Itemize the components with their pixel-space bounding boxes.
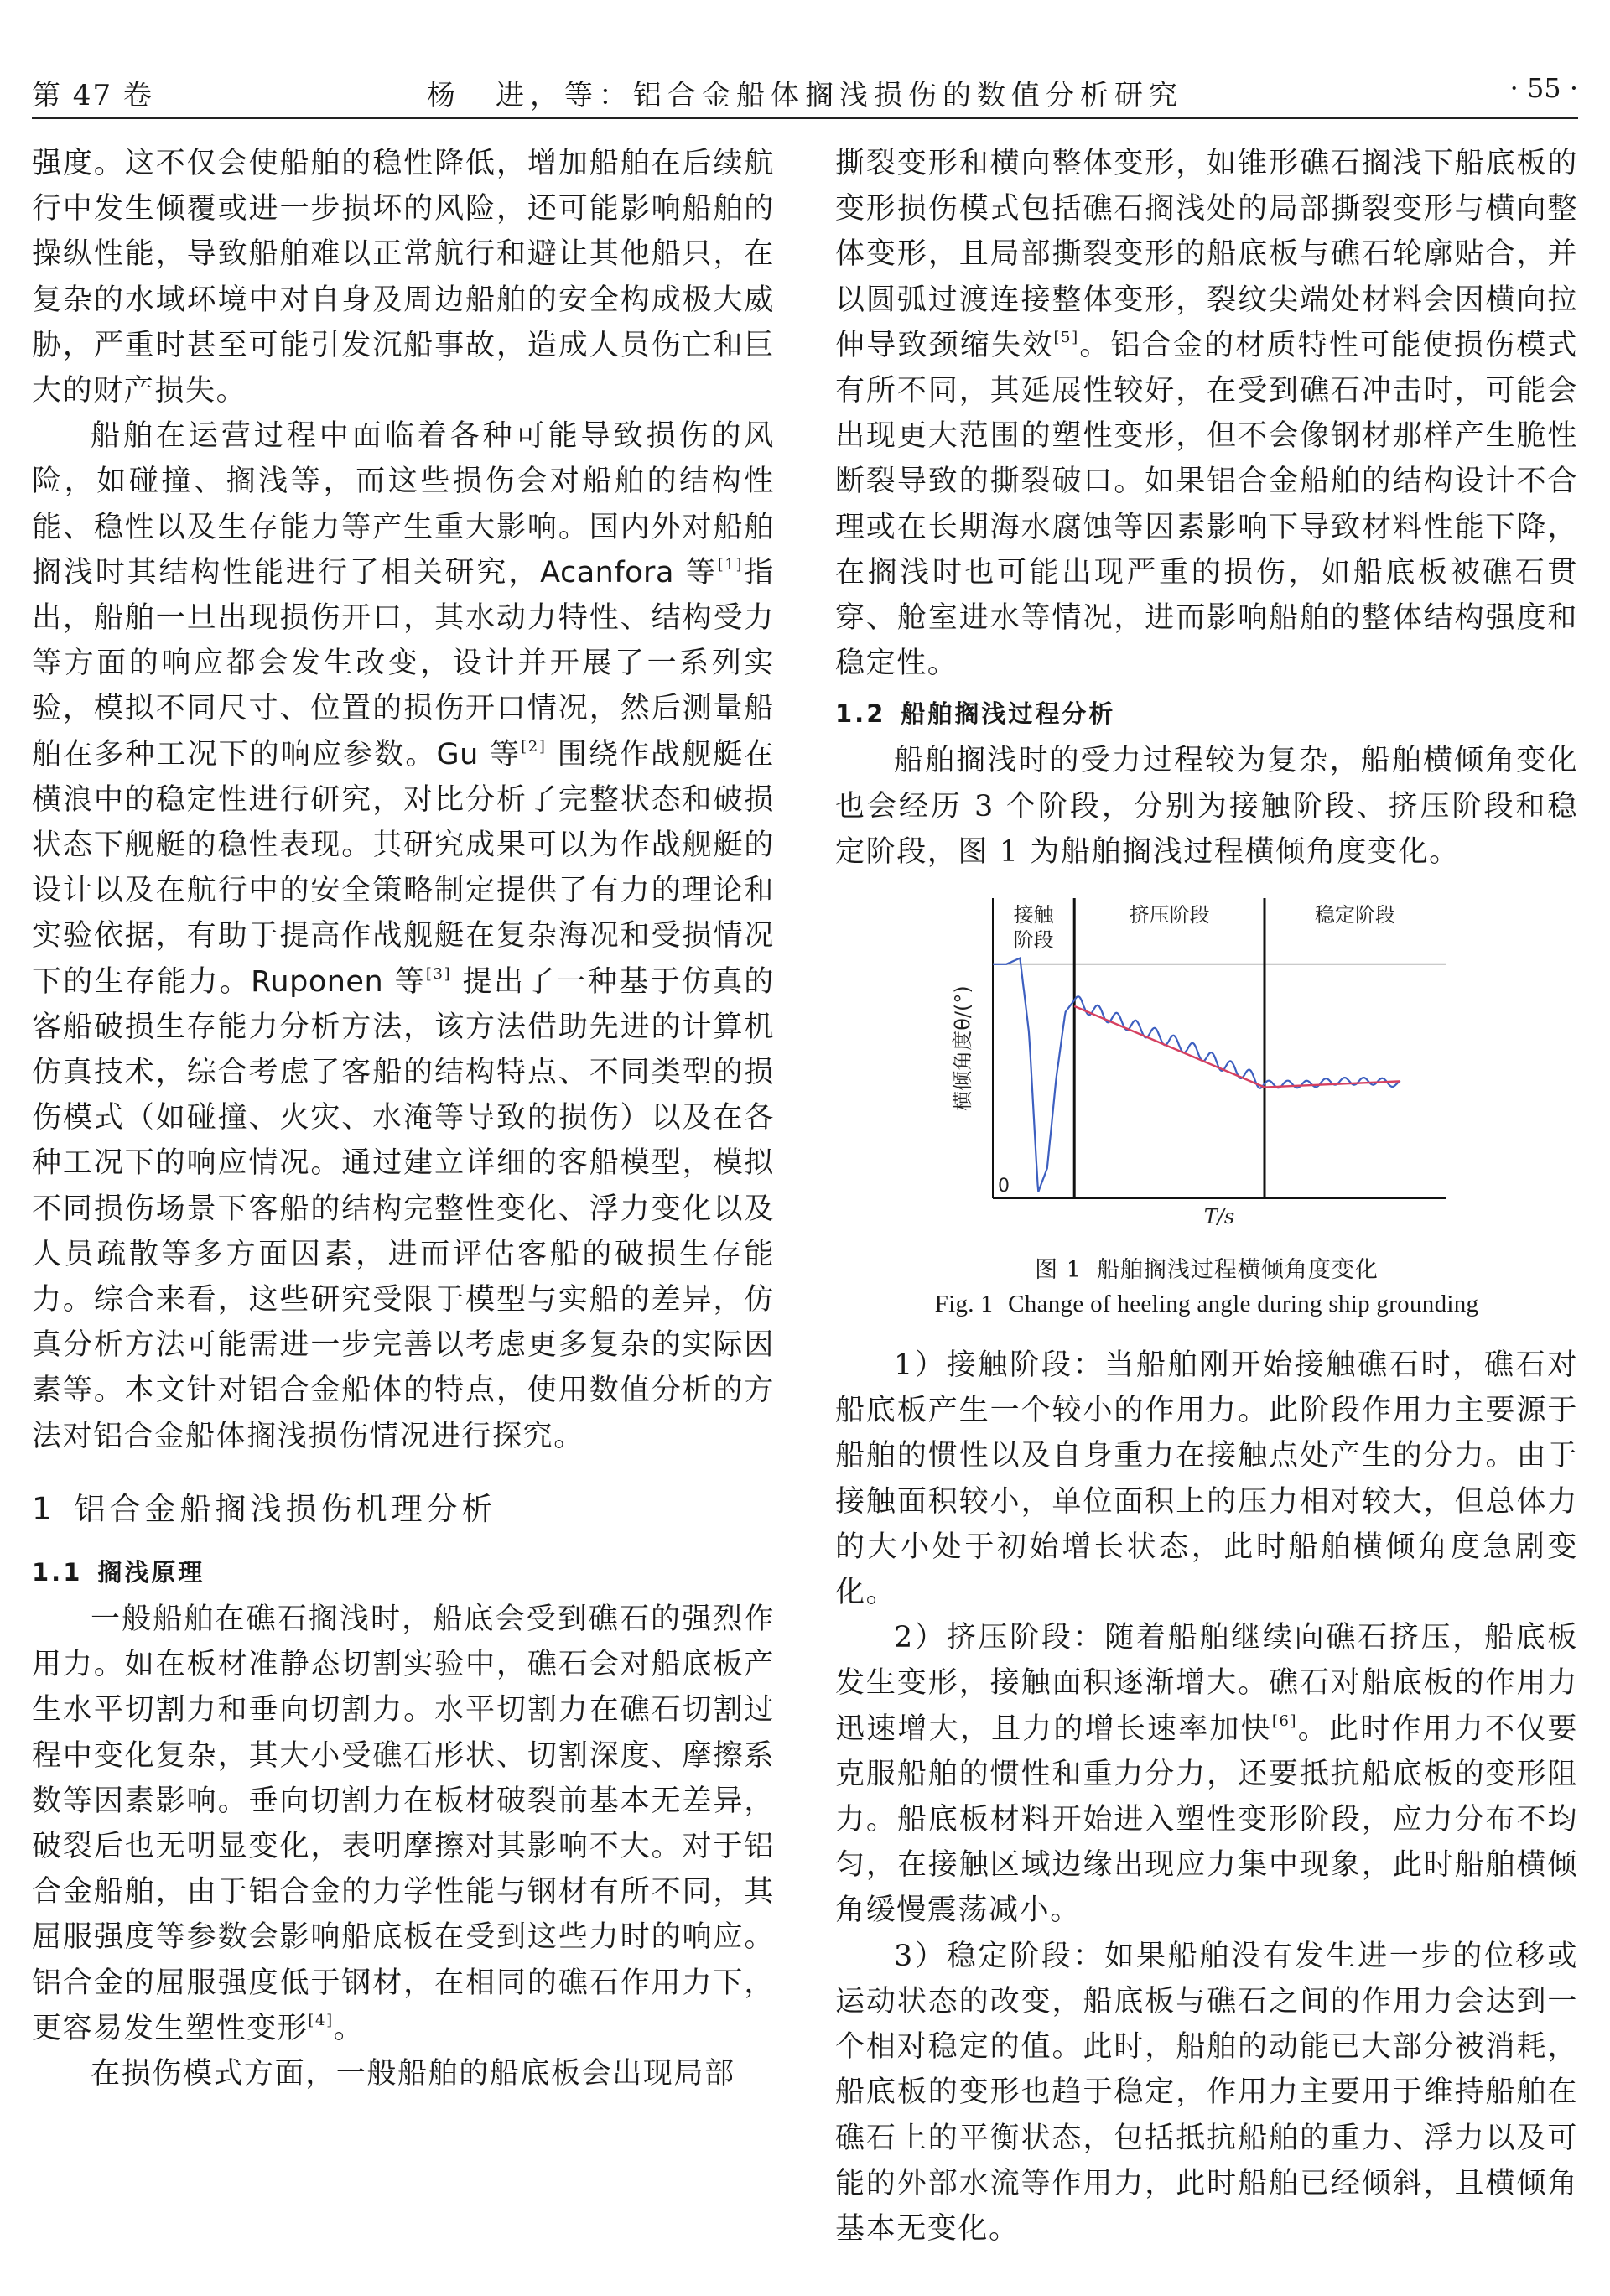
citation[interactable]: [4]: [308, 2011, 334, 2029]
paragraph: 强度。这不仅会使船舶的稳性降低，增加船舶在后续航行中发生倾覆或进一步损坏的风险，还可能影响船舶的操纵性能，导致船舶难以正常航行和避让其他船只，在复杂的水域环境中对自身及周边船舶的安全构成极大威胁，严重时甚至可能引发沉船事故，造成人员伤亡和巨大的财产损失。: [32, 147, 775, 408]
paragraph: 撕裂变形和横向整体变形，如锥形礁石搁浅下船底板的变形损伤模式包括礁石搁浅处的局部撕裂变形与横向整体变形，且局部撕裂变形的船底板与礁石轮廓贴合，并以圆弧过渡连接整体变形，裂纹尖端处材料会因横向拉伸导致颈缩失效[5]。铝合金的材质特性可能使损伤模式有所不同，其延展性较好，在受到礁石冲击时，可能会出现更大范围的塑性变形，但不会像钢材那样产生脆性断裂导致的撕裂破口。如果铝合金船舶的结构设计不合理或在长期海水腐蚀等因素影响下导致材料性能下降，在搁浅时也可能出现严重的损伤，如船底板被礁石贯穿、舱室进水等情况，进而影响船舶的整体结构强度和稳定性。: [835, 147, 1579, 681]
figure-caption-en: Fig. 1 Change of heeling angle during ship grounding: [934, 1291, 1479, 1318]
left-column: [32, 141, 775, 2096]
paragraph-squeeze-stage: 2）挤压阶段：随着船舶继续向礁石挤压，船底板发生变形，接触面积逐渐增大。礁石对船底板的作用力迅速增大，且力的增长速率加快[6]。此时作用力不仅要克服船舶的惯性和重力分力，还要抵抗船底板的变形阻力。船底板材料开始进入塑性变形阶段，应力分布不均匀，在接触区域边缘出现应力集中现象，此时船舶横倾角缓慢震荡减小。: [835, 1621, 1579, 1928]
origin-label: 0: [998, 1176, 1010, 1197]
heeling-angle-chart: [835, 890, 1578, 1250]
stage-label-1: 接触: [1013, 903, 1054, 927]
citation[interactable]: [5]: [1053, 328, 1079, 346]
citation[interactable]: [1]: [717, 555, 744, 574]
y-axis-label: 横倾角度θ/(°): [951, 985, 974, 1111]
heeling-trend-line: [1074, 1006, 1400, 1088]
stage-label-2: 挤压阶段: [1129, 903, 1210, 927]
figure-caption-zh: 图 1 船舶搁浅过程横倾角度变化: [1035, 1257, 1379, 1284]
header-rule: [32, 117, 1578, 119]
x-axis-label: T/s: [1203, 1205, 1235, 1229]
figure-1: [835, 890, 1578, 1250]
right-column: [835, 141, 1578, 2252]
paragraph: 在损伤模式方面，一般船舶的船底板会出现局部: [91, 2056, 735, 2091]
subsection-heading-1-2: 1.2 船舶搁浅过程分析: [835, 699, 1116, 729]
section-heading-1: 1 铝合金船搁浅损伤机理分析: [32, 1490, 497, 1527]
heeling-response-curve: [993, 958, 1400, 1192]
citation[interactable]: [6]: [1271, 1712, 1298, 1730]
citation[interactable]: [3]: [425, 964, 452, 983]
paragraph-stable-stage: 3）稳定阶段：如果船舶没有发生进一步的位移或运动状态的改变，船底板与礁石之间的作用力会达到一个相对稳定的值。此时，船舶的动能已大部分被消耗，船底板的变形也趋于稳定，作用力主要用于维持船舶在礁石上的平衡状态，包括抵抗船舶的重力、浮力以及可能的外部水流等作用力，此时船舶已经倾斜，且横倾角基本无变化。: [835, 1939, 1578, 2246]
citation[interactable]: [2]: [521, 737, 547, 756]
paragraph-contact-stage: 1）接触阶段：当船舶刚开始接触礁石时，礁石对船底板产生一个较小的作用力。此阶段作用力主要源于船舶的惯性以及自身重力在接触点处产生的分力。由于接触面积较小，单位面积上的压力相对较大，但总体力的大小处于初始增长状态，此时船舶横倾角度急剧变化。: [835, 1348, 1578, 1610]
running-header: [32, 72, 1578, 119]
stage-label-1: 阶段: [1013, 928, 1054, 953]
subsection-heading-1-1: 1.1 搁浅原理: [32, 1557, 205, 1587]
page-number: · 55 ·: [1509, 72, 1578, 104]
paragraph: 船舶搁浅时的受力过程较为复杂，船舶横倾角变化也会经历 3 个阶段，分别为接触阶段、挤压阶段和稳定阶段，图 1 为船舶搁浅过程横倾角度变化。: [835, 744, 1578, 869]
paragraph-grounding-principle: 一般船舶在礁石搁浅时，船底会受到礁石的强烈作用力。如在板材准静态切割实验中，礁石会对船底板产生水平切割力和垂向切割力。水平切割力在礁石切割过程中变化复杂，其大小受礁石形状、切割深度、摩擦系数等因素影响。垂向切割力在板材破裂前基本无差异，破裂后也无明显变化，表明摩擦对其影响不大。对于铝合金船舶，由于铝合金的力学性能与钢材有所不同，其屈服强度等参数会影响船底板在受到这些力时的响应。铝合金的屈服强度低于钢材，在相同的礁石作用力下，更容易发生塑性变形[4]。: [32, 1602, 775, 2045]
paragraph-literature-review: 船舶在运营过程中面临着各种可能导致损伤的风险，如碰撞、搁浅等，而这些损伤会对船舶的结构性能、稳性以及生存能力等产生重大影响。国内外对船舶搁浅时其结构性能进行了相关研究，Acanfora 等[1]指出，船舶一旦出现损伤开口，其水动力特性、结构受力等方面的响应都会发生改变，设计并开展了一系列实验，模拟不同尺寸、位置的损伤开口情况，然后测量船舶在多种工况下的响应参数。Gu 等[2] 围绕作战舰艇在横浪中的稳定性进行研究，对比分析了完整状态和破损状态下舰艇的稳性表现。其研究成果可以为作战舰艇的设计以及在航行中的安全策略制定提供了有力的理论和实验依据，有助于提高作战舰艇在复杂海况和受损情况下的生存能力。Ruponen 等[3] 提出了一种基于仿真的客船破损生存能力分析方法，该方法借助先进的计算机仿真技术，综合考虑了客船的结构特点、不同类型的损伤模式（如碰撞、火灾、水淹等导致的损伤）以及在各种工况下的响应情况。通过建立详细的客船模型，模拟不同损伤场景下客船的结构完整性变化、浮力变化以及人员疏散等多方面因素，进而评估客船的破损生存能力。综合来看，这些研究受限于模型与实船的差异，仿真分析方法可能需进一步完善以考虑更多复杂的实际因素等。本文针对铝合金船体的特点，使用数值分析的方法对铝合金船体搁浅损伤情况进行探究。: [32, 419, 776, 1453]
stage-label-3: 稳定阶段: [1315, 903, 1395, 927]
running-title: 杨 进，等：铝合金船体搁浅损伤的数值分析研究: [427, 79, 1183, 112]
volume-label: 第 47 卷: [32, 79, 153, 112]
